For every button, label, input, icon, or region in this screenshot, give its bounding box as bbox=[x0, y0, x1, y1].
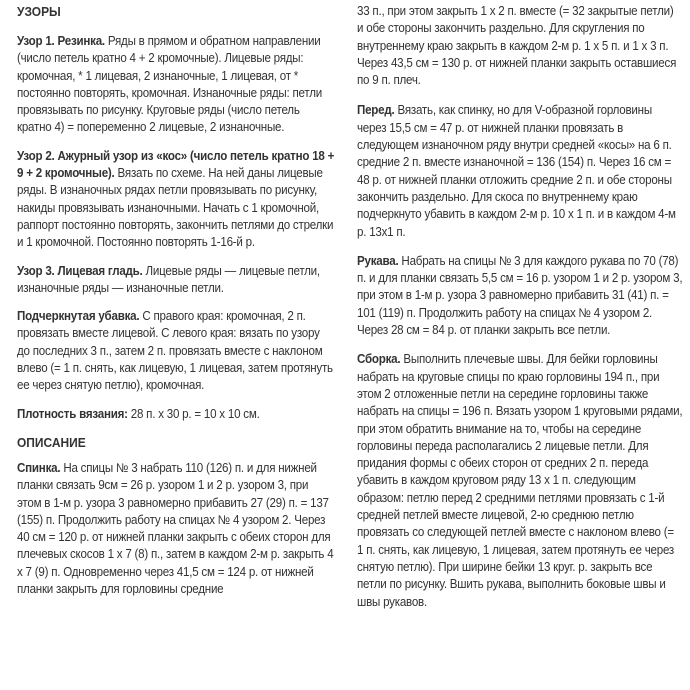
pattern-2-title: Узор 2. Ажурный узор из «кос» (число петель кратно 18 + 9 + 2 кромочные). bbox=[17, 148, 335, 181]
decrease-title: Подчеркнутая убавка. bbox=[17, 309, 140, 324]
assembly-paragraph bbox=[357, 351, 683, 610]
pattern-3-text: Лицевые ряды — лицевые петли, изнаночные ряды — изнаночные петли. bbox=[17, 263, 320, 295]
heading-description: ОПИСАНИЕ bbox=[17, 434, 86, 450]
assembly-title: Сборка. bbox=[357, 352, 401, 367]
sleeves-title: Рукава. bbox=[357, 253, 399, 268]
pattern-1-paragraph bbox=[17, 33, 334, 137]
back-continued-paragraph bbox=[357, 3, 683, 89]
front-text: Вязать, как спинку, но для V-образной горловины через 15,5 см = 47 р. от нижней планки провязать в следующем изнаночном ряду внутри средней «косы» на 6 п. средние 2 п. вместе изнаночной = 136 (154) п. Через 16 см = 48 р. от нижней планки отложить средние 2 п. и обе стороны закончить раздельно. Для скоса по внутреннему краю подчеркнуто убавить в каждом 2-м р. 10 х 1 п. и в каждом 4-м р. 13х1 п. bbox=[357, 103, 676, 239]
pattern-3-paragraph bbox=[17, 263, 334, 298]
front-title: Перед. bbox=[357, 103, 395, 118]
pattern-2-paragraph bbox=[17, 148, 334, 252]
right-column bbox=[357, 3, 683, 622]
left-column bbox=[17, 3, 334, 609]
decrease-text: С правого края: кромочная, 2 п. провязать вместе лицевой. С левого края: вязать по узору до последних 3 п., затем 2 п. провязать вместе с наклоном влево (= 1 п. снять, как лицевую, 1 лицевая, затем протянуть ее через снятую петлю), кромочная. bbox=[17, 309, 333, 393]
sleeves-text: Набрать на спицы № 3 для каждого рукава по 70 (78) п. и для планки связать 5,5 см = 16 р. узором 1 и 2 р. узором 3, при этом в 1-м р. узора 3 равномерно прибавить 31 (41) п. = 101 (119) п. Продолжить работу на спицах № 4 узором 2. Через 28 см = 84 р. от планки закрыть все петли. bbox=[357, 253, 683, 338]
pattern-1-title: Узор 1. Резинка. bbox=[17, 34, 105, 48]
pattern-2-text: Вязать по схеме. На ней даны лицевые ряды. В изнаночных рядах петли провязывать по рисунку, накиды провязывать изнаночными. Начать с 1 кромочной, раппорт постоянно повторять, закончить петлями до стрелки и 1 кромочной. Постоянно повторять 1-16-й р. bbox=[17, 166, 334, 250]
decrease-paragraph bbox=[17, 308, 334, 394]
pattern-1-text: Ряды в прямом и обратном направлении (число петель кратно 4 + 2 кромочные). Лицевые ряды: кромочная, * 1 лицевая, 2 изнаночные, 1 лицевая, от * постоянно повторять, кромочная. Изнаночные ряды: петли провязывать по рисунку. Круговые ряды (число петель кратно 4) = попеременно 2 лицевые, 2 изнаночные. bbox=[17, 34, 322, 135]
sleeves-paragraph bbox=[357, 253, 683, 339]
heading-patterns: УЗОРЫ bbox=[17, 4, 61, 19]
back-text: На спицы № 3 набрать 110 (126) п. и для нижней планки связать 9см = 26 р. узором 1 и 2 р. узором 3, при этом в 1-м р. узора 3 равномерно прибавить 27 (29) п. = 137 (155) п. Продолжить работу на спицах № 4 узором 2. Через 40 см = 120 р. от нижней планки закрыть с обеих сторон для плечевых скосов 1 х 7 (8) п., затем в каждом 2-м р. закрыть 4 х 7 (9) п. Одновременно через 41,5 см = 124 р. от нижней планки закрыть для горловины средние bbox=[17, 460, 334, 597]
gauge-paragraph bbox=[17, 406, 334, 423]
front-paragraph bbox=[357, 102, 683, 240]
gauge-title: Плотность вязания: bbox=[17, 406, 128, 421]
gauge-text: 28 п. х 30 р. = 10 х 10 см. bbox=[127, 406, 260, 421]
back-title: Спинка. bbox=[17, 460, 61, 475]
pattern-3-title: Узор 3. Лицевая гладь. bbox=[17, 263, 143, 278]
back-continued-text: 33 п., при этом закрыть 1 х 2 п. вместе (= 32 закрытые петли) и обе стороны закончить раздельно. Для скругления по внутреннему краю закрыть в каждом 2-м р. 1 х 5 п. и 1 х 3 п. Через 43,5 см = 130 р. от нижней планки закрыть оставшиеся по 9 п. плеч. bbox=[357, 4, 677, 88]
assembly-text: Выполнить плечевые швы. Для бейки горловины набрать на круговые спицы по краю горловины 194 п., при этом 2 отложенные петли на середине горловины также набрать на спицы = 196 п. Вязать узором 1 круговыми рядами, при этом обратить внимание на то, чтобы на середине горловины переда располагались 2 лицевые петли. Для придания формы с обеих сторон от средних 2 п. переда убавить в каждом круговом ряду 13 х 1 п. следующим образом: петлю перед 2 средними петлями провязать с 1-й средней петлей вместе лицевой, 2-ю среднюю петлю провязать со следующей петлей вместе с наклоном влево (= 1 п. снять, как лицевую, 1 лицевая, затем протянуть ее через снятую петлю). При ширине бейки 13 круг. р. закрыть все петли по рисунку. Вшить рукава, выполнить боковые швы и швы рукавов. bbox=[357, 352, 683, 609]
back-paragraph bbox=[17, 460, 334, 598]
